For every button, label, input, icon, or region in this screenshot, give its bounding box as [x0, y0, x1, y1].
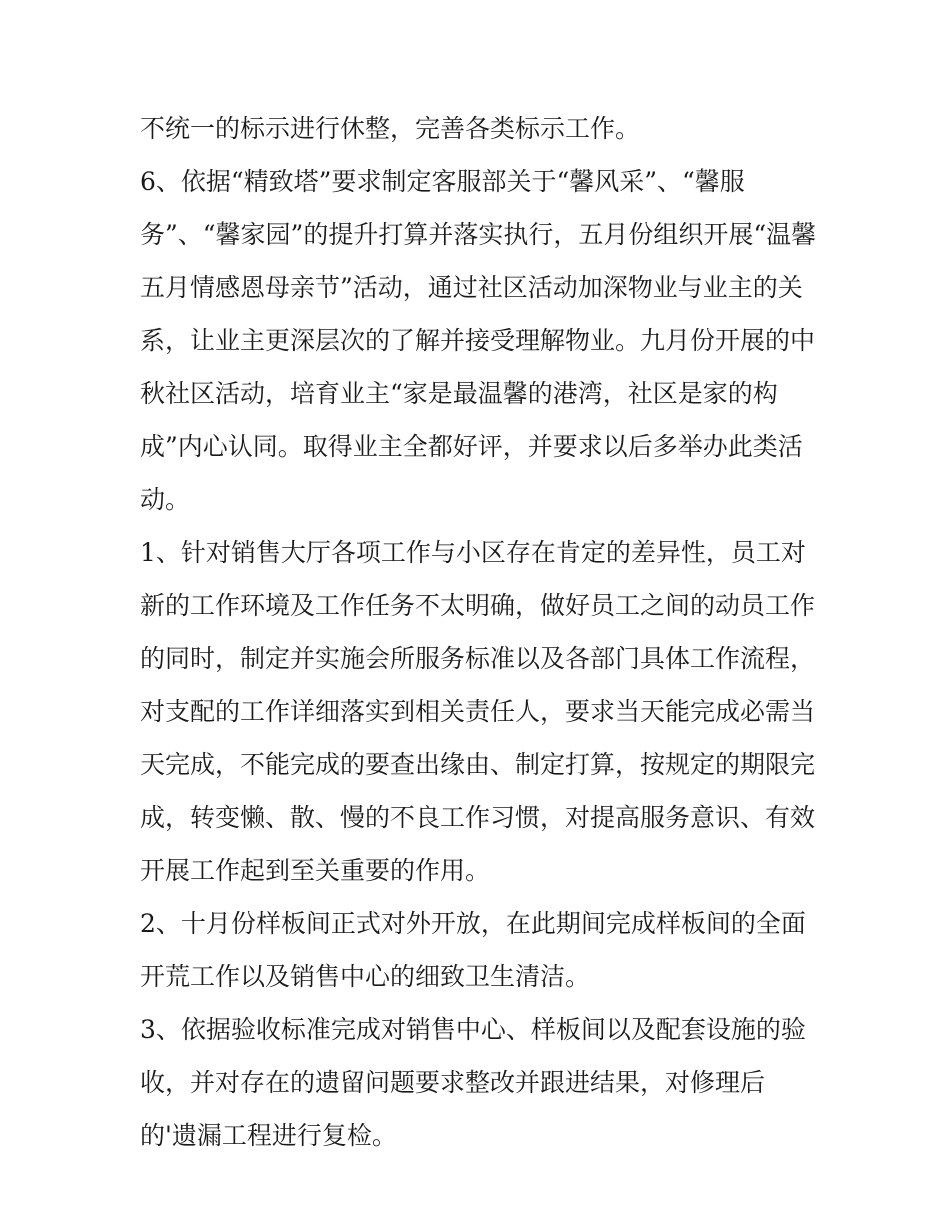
text-line: 2、十月份样板间正式对外开放，在此期间完成样板间的全面: [140, 909, 806, 938]
text-line: 1、针对销售大厅各项工作与小区存在肯定的差异性，员工对: [140, 538, 806, 567]
text-line: 系，让业主更深层次的了解并接受理解物业。九月份开展的中: [140, 326, 816, 355]
text-line: 对支配的工作详细落实到相关责任人，要求当天能完成必需当: [140, 697, 816, 726]
text-line: 秋社区活动，培育业主“家是最温馨的港湾，社区是家的构: [140, 379, 778, 408]
text-line: 开荒工作以及销售中心的细致卫生清洁。: [140, 962, 591, 991]
text-line: 不统一的标示进行休整，完善各类标示工作。: [140, 114, 641, 143]
text-line: 成，转变懒、散、慢的不良工作习惯，对提高服务意识、有效: [140, 803, 816, 832]
text-line: 的'遗漏工程进行复检。: [140, 1121, 397, 1150]
text-line: 五月情感恩母亲节”活动，通过社区活动加深物业与业主的关: [140, 273, 803, 302]
text-line: 的同时，制定并实施会所服务标准以及各部门具体工作流程，: [140, 644, 816, 673]
text-line: 新的工作环境及工作任务不太明确，做好员工之间的动员工作: [140, 591, 816, 620]
text-line: 动。: [140, 485, 191, 514]
text-line: 开展工作起到至关重要的作用。: [140, 856, 491, 885]
text-line: 成”内心认同。取得业主全都好评，并要求以后多举办此类活: [140, 432, 803, 461]
text-line: 6、依据“精致塔”要求制定客服部关于“馨风采”、“馨服: [140, 167, 745, 196]
text-line: 务”、“馨家园”的提升打算并落实执行，五月份组织开展“温馨: [140, 220, 817, 249]
text-line: 3、依据验收标准完成对销售中心、样板间以及配套设施的验: [140, 1015, 806, 1044]
text-line: 天完成，不能完成的要查出缘由、制定打算，按规定的期限完: [140, 750, 816, 779]
text-line: 收，并对存在的遗留问题要求整改并跟进结果，对修理后: [140, 1068, 766, 1097]
